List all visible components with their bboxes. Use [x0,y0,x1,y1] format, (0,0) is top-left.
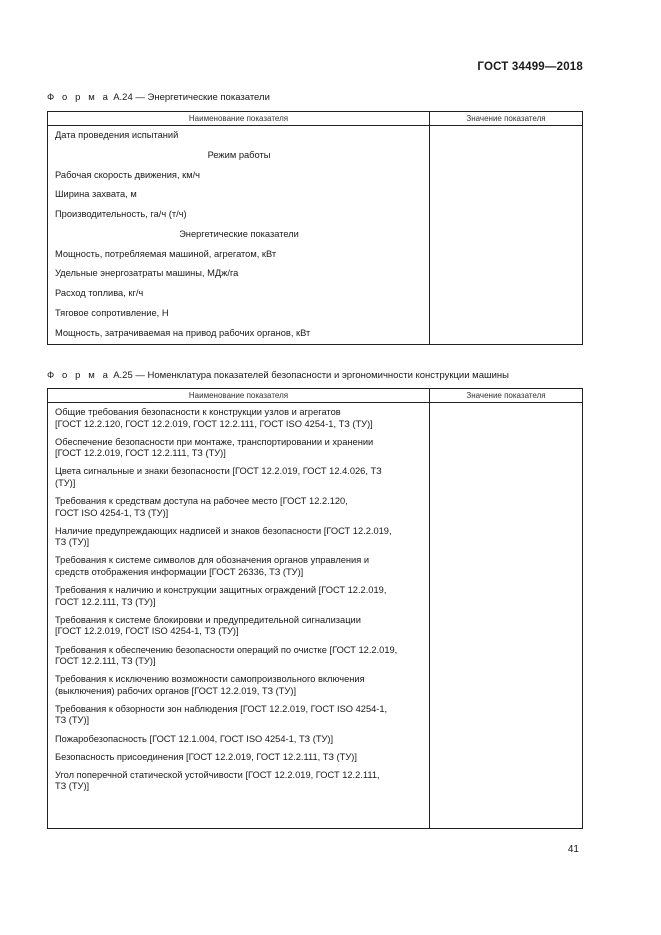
indicator-line: ГОСТ ISO 4254-1, ТЗ (ТУ)] [55,507,169,518]
indicator-line: [ГОСТ 12.2.019, ГОСТ ISO 4254-1, ТЗ (ТУ)] [55,626,239,637]
indicator-row [55,555,423,578]
form-a24-col-name: Наименование показателя [48,112,430,126]
indicator-row: Мощность, потребляемая машиной, агрегатом, кВт [55,248,277,259]
form-a24-caption-prefix: Ф о р м а [47,92,111,103]
indicator-line: ТЗ (ТУ)] [55,715,90,726]
indicator-line: Цвета сигнальные и знаки безопасности [ГОСТ 12.2.019, ГОСТ 12.4.026, ТЗ [55,466,382,477]
indicator-row [55,437,423,460]
section-heading: Энергетические показатели [179,228,299,239]
indicator-row: Производительность, га/ч (т/ч) [55,209,187,220]
form-a25-name-cell [48,403,430,829]
indicator-line: [ГОСТ 12.2.019, ГОСТ 12.2.111, ТЗ (ТУ)] [55,448,226,459]
indicator-row [55,770,423,793]
indicator-line: Требования к средствам доступа на рабочее место [ГОСТ 12.2.120, [55,496,348,507]
indicator-row: Ширина захвата, м [55,189,137,200]
indicator-row [55,615,423,638]
form-a24-col-value: Значение показателя [430,112,583,126]
document-id: ГОСТ 34499—2018 [477,61,583,73]
indicator-row [55,526,423,549]
indicator-row [55,752,423,764]
form-a25-table [47,388,583,829]
indicator-line: ГОСТ 12.2.111, ТЗ (ТУ)] [55,656,156,667]
indicator-row [55,466,423,489]
indicator-row [55,407,423,430]
form-a25-col-name: Наименование показателя [48,389,430,403]
indicator-line: Требования к обзорности зон наблюдения [ГОСТ 12.2.019, ГОСТ ISO 4254-1, [55,703,388,714]
indicator-row: Удельные энергозатраты машины, МДж/га [55,268,239,279]
section-heading: Режим работы [207,149,271,160]
indicator-row: Рабочая скорость движения, км/ч [55,169,201,180]
indicator-line: [ГОСТ 12.2.120, ГОСТ 12.2.019, ГОСТ 12.2.111, ГОСТ ISO 4254-1, ТЗ (ТУ)] [55,418,373,429]
indicator-line: ГОСТ 12.2.111, ТЗ (ТУ)] [55,596,156,607]
indicator-line: Обеспечение безопасности при монтаже, транспортировании и хранении [55,436,374,447]
form-a25-caption-prefix: Ф о р м а [47,370,111,381]
indicator-row [55,734,423,746]
form-a24-name-cell [48,126,430,345]
indicator-row [55,704,423,727]
indicator-row: Тяговое сопротивление, Н [55,308,169,319]
indicator-line: (ТУ)] [55,477,76,488]
form-a24-caption-title: А.24 — Энергетические показатели [110,92,270,103]
indicator-line: Требования к системе блокировки и предупредительной сигнализации [55,614,361,625]
indicator-line: Требования к наличию и конструкции защитных ограждений [ГОСТ 12.2.019, [55,585,387,596]
indicator-line: (выключения) рабочих органов [ГОСТ 12.2.019, ТЗ (ТУ)] [55,685,297,696]
page-number: 41 [567,844,579,855]
form-a24-value-cell [430,126,583,345]
form-a25-caption-title: А.25 — Номенклатура показателей безопасности и эргономичности конструкции машины [110,370,509,381]
form-a25-col-value: Значение показателя [430,389,583,403]
indicator-line: Угол поперечной статической устойчивости [ГОСТ 12.2.019, ГОСТ 12.2.111, [55,769,380,780]
indicator-line: Наличие предупреждающих надписей и знаков безопасности [ГОСТ 12.2.019, [55,525,392,536]
indicator-line: Безопасность присоединения [ГОСТ 12.2.019, ГОСТ 12.2.111, ТЗ (ТУ)] [55,751,357,762]
indicator-line: Пожаробезопасность [ГОСТ 12.1.004, ГОСТ ISO 4254-1, ТЗ (ТУ)] [55,733,334,744]
indicator-line: ТЗ (ТУ)] [55,537,90,548]
indicator-line: ТЗ (ТУ)] [55,781,90,792]
form-a24-rows [48,126,429,342]
form-a25-rows [48,403,429,796]
indicator-line: Требования к обеспечению безопасности операций по очистке [ГОСТ 12.2.019, [55,644,398,655]
indicator-row [55,585,423,608]
indicator-line: Общие требования безопасности к конструкции узлов и агрегатов [55,407,341,417]
indicator-row: Дата проведения испытаний [55,130,179,140]
indicator-line: Требования к системе символов для обозначения органов управления и [55,555,370,566]
indicator-line: Требования к исключению возможности самопроизвольного включения [55,674,365,685]
form-a24-caption [47,92,270,103]
form-a24-table [47,111,583,345]
indicator-row: Расход топлива, кг/ч [55,288,144,299]
indicator-row [55,645,423,668]
form-a25-value-cell [430,403,583,829]
indicator-row [55,674,423,697]
form-a25-caption [47,370,509,381]
indicator-row [55,496,423,519]
indicator-row: Мощность, затрачиваемая на привод рабочих органов, кВт [55,327,311,338]
indicator-line: средств отображения информации [ГОСТ 26336, ТЗ (ТУ)] [55,567,304,578]
